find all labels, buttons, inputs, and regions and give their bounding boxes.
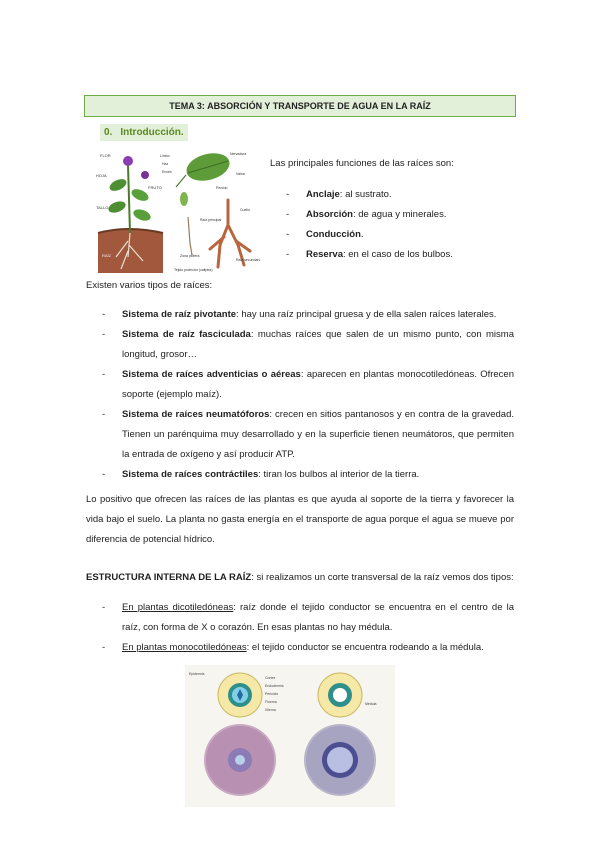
- structure-heading: ESTRUCTURA INTERNA DE LA RAÍZ: si realizamos un corte transversal de la raíz vemos dos tipos:: [86, 572, 514, 583]
- section-label: Xilema: [265, 708, 276, 712]
- plant-label: Tejido protector (caliptra): [174, 268, 213, 272]
- plant-label: Zona pilífera: [180, 254, 200, 258]
- functions-list: [270, 185, 510, 265]
- section-label: Médula: [365, 702, 377, 706]
- section-label: Introducción.: [120, 127, 184, 138]
- plant-label: Vaina: [236, 172, 245, 176]
- section-label: Endodermis: [265, 684, 284, 688]
- list-item: - Sistema de raíz pivotante: hay una raíz principal gruesa y de ella salen raíces laterales.: [86, 305, 514, 325]
- root-types-list: [86, 305, 514, 485]
- plant-label: Raíz secundaria: [236, 258, 260, 262]
- section-heading: [100, 124, 188, 141]
- plant-label: Envés: [162, 170, 172, 174]
- plant-label: Nervadura: [230, 152, 247, 156]
- plant-label: HOJA: [96, 173, 107, 178]
- root-cross-section-figure: [185, 665, 395, 807]
- section-label: Floema: [265, 700, 277, 704]
- list-item: - Sistema de raíces adventicias o aéreas: aparecen en plantas monocotiledóneas. Ofrecen soporte (ejemplo maíz).: [86, 365, 514, 405]
- types-intro: Existen varios tipos de raíces:: [86, 280, 213, 291]
- list-item: - Reserva: en el caso de los bulbos.: [270, 245, 510, 265]
- body-paragraph: Lo positivo que ofrecen las raíces de las plantas es que ayuda al soporte de la tierra y favorecer la vida bajo el suelo. La planta no gasta energía en el transporte de agua porque el agua se mueve por diferencia de potencial hídrico.: [86, 494, 514, 545]
- plant-label: FRUTO: [148, 185, 162, 190]
- section-label: Epidermis: [189, 672, 205, 676]
- plant-label: Cuello: [240, 208, 250, 212]
- plant-label: FLOR: [100, 153, 111, 158]
- plant-label: Raíz principal: [200, 218, 222, 222]
- functions-intro: Las principales funciones de las raíces son:: [270, 158, 454, 169]
- plant-label: RAÍZ: [102, 253, 112, 258]
- plant-illustration: [88, 145, 260, 275]
- list-item: - En plantas dicotiledóneas: raíz donde el tejido conductor se encuentra en el centro de la raíz, con forma de X o corazón. En esas plantas no hay médula.: [86, 598, 514, 638]
- section-label: Córtex: [265, 676, 276, 680]
- list-item: - Sistema de raíces neumatóforos: crecen en sitios pantanosos y en contra de la gravedad. Tienen un parénquima muy desarrollado y en la superficie tienen neumátoros, que permiten la entrada de oxígeno y así producir ATP.: [86, 405, 514, 465]
- page-title: TEMA 3: ABSORCIÓN Y TRANSPORTE DE AGUA EN LA RAÍZ: [84, 95, 516, 117]
- section-label: Periciclo: [265, 692, 279, 696]
- list-item: - Sistema de raíz fasciculada: muchas raíces que salen de un mismo punto, con misma longitud, grosor…: [86, 325, 514, 365]
- list-item: - Anclaje: al sustrato.: [270, 185, 510, 205]
- list-item: - Sistema de raíces contráctiles: tiran los bulbos al interior de la tierra.: [86, 465, 514, 485]
- plant-label: Peciolo: [216, 186, 228, 190]
- list-item: - En plantas monocotiledóneas: el tejido conductor se encuentra rodeando a la médula.: [86, 638, 514, 658]
- structure-list: [86, 598, 514, 658]
- list-item: - Absorción: de agua y minerales.: [270, 205, 510, 225]
- plant-label: Limbo: [160, 154, 170, 158]
- plant-label: Haz: [162, 162, 169, 166]
- section-number: 0.: [104, 127, 113, 138]
- plant-label: TALLO: [96, 205, 109, 210]
- list-item: - Conducción.: [270, 225, 510, 245]
